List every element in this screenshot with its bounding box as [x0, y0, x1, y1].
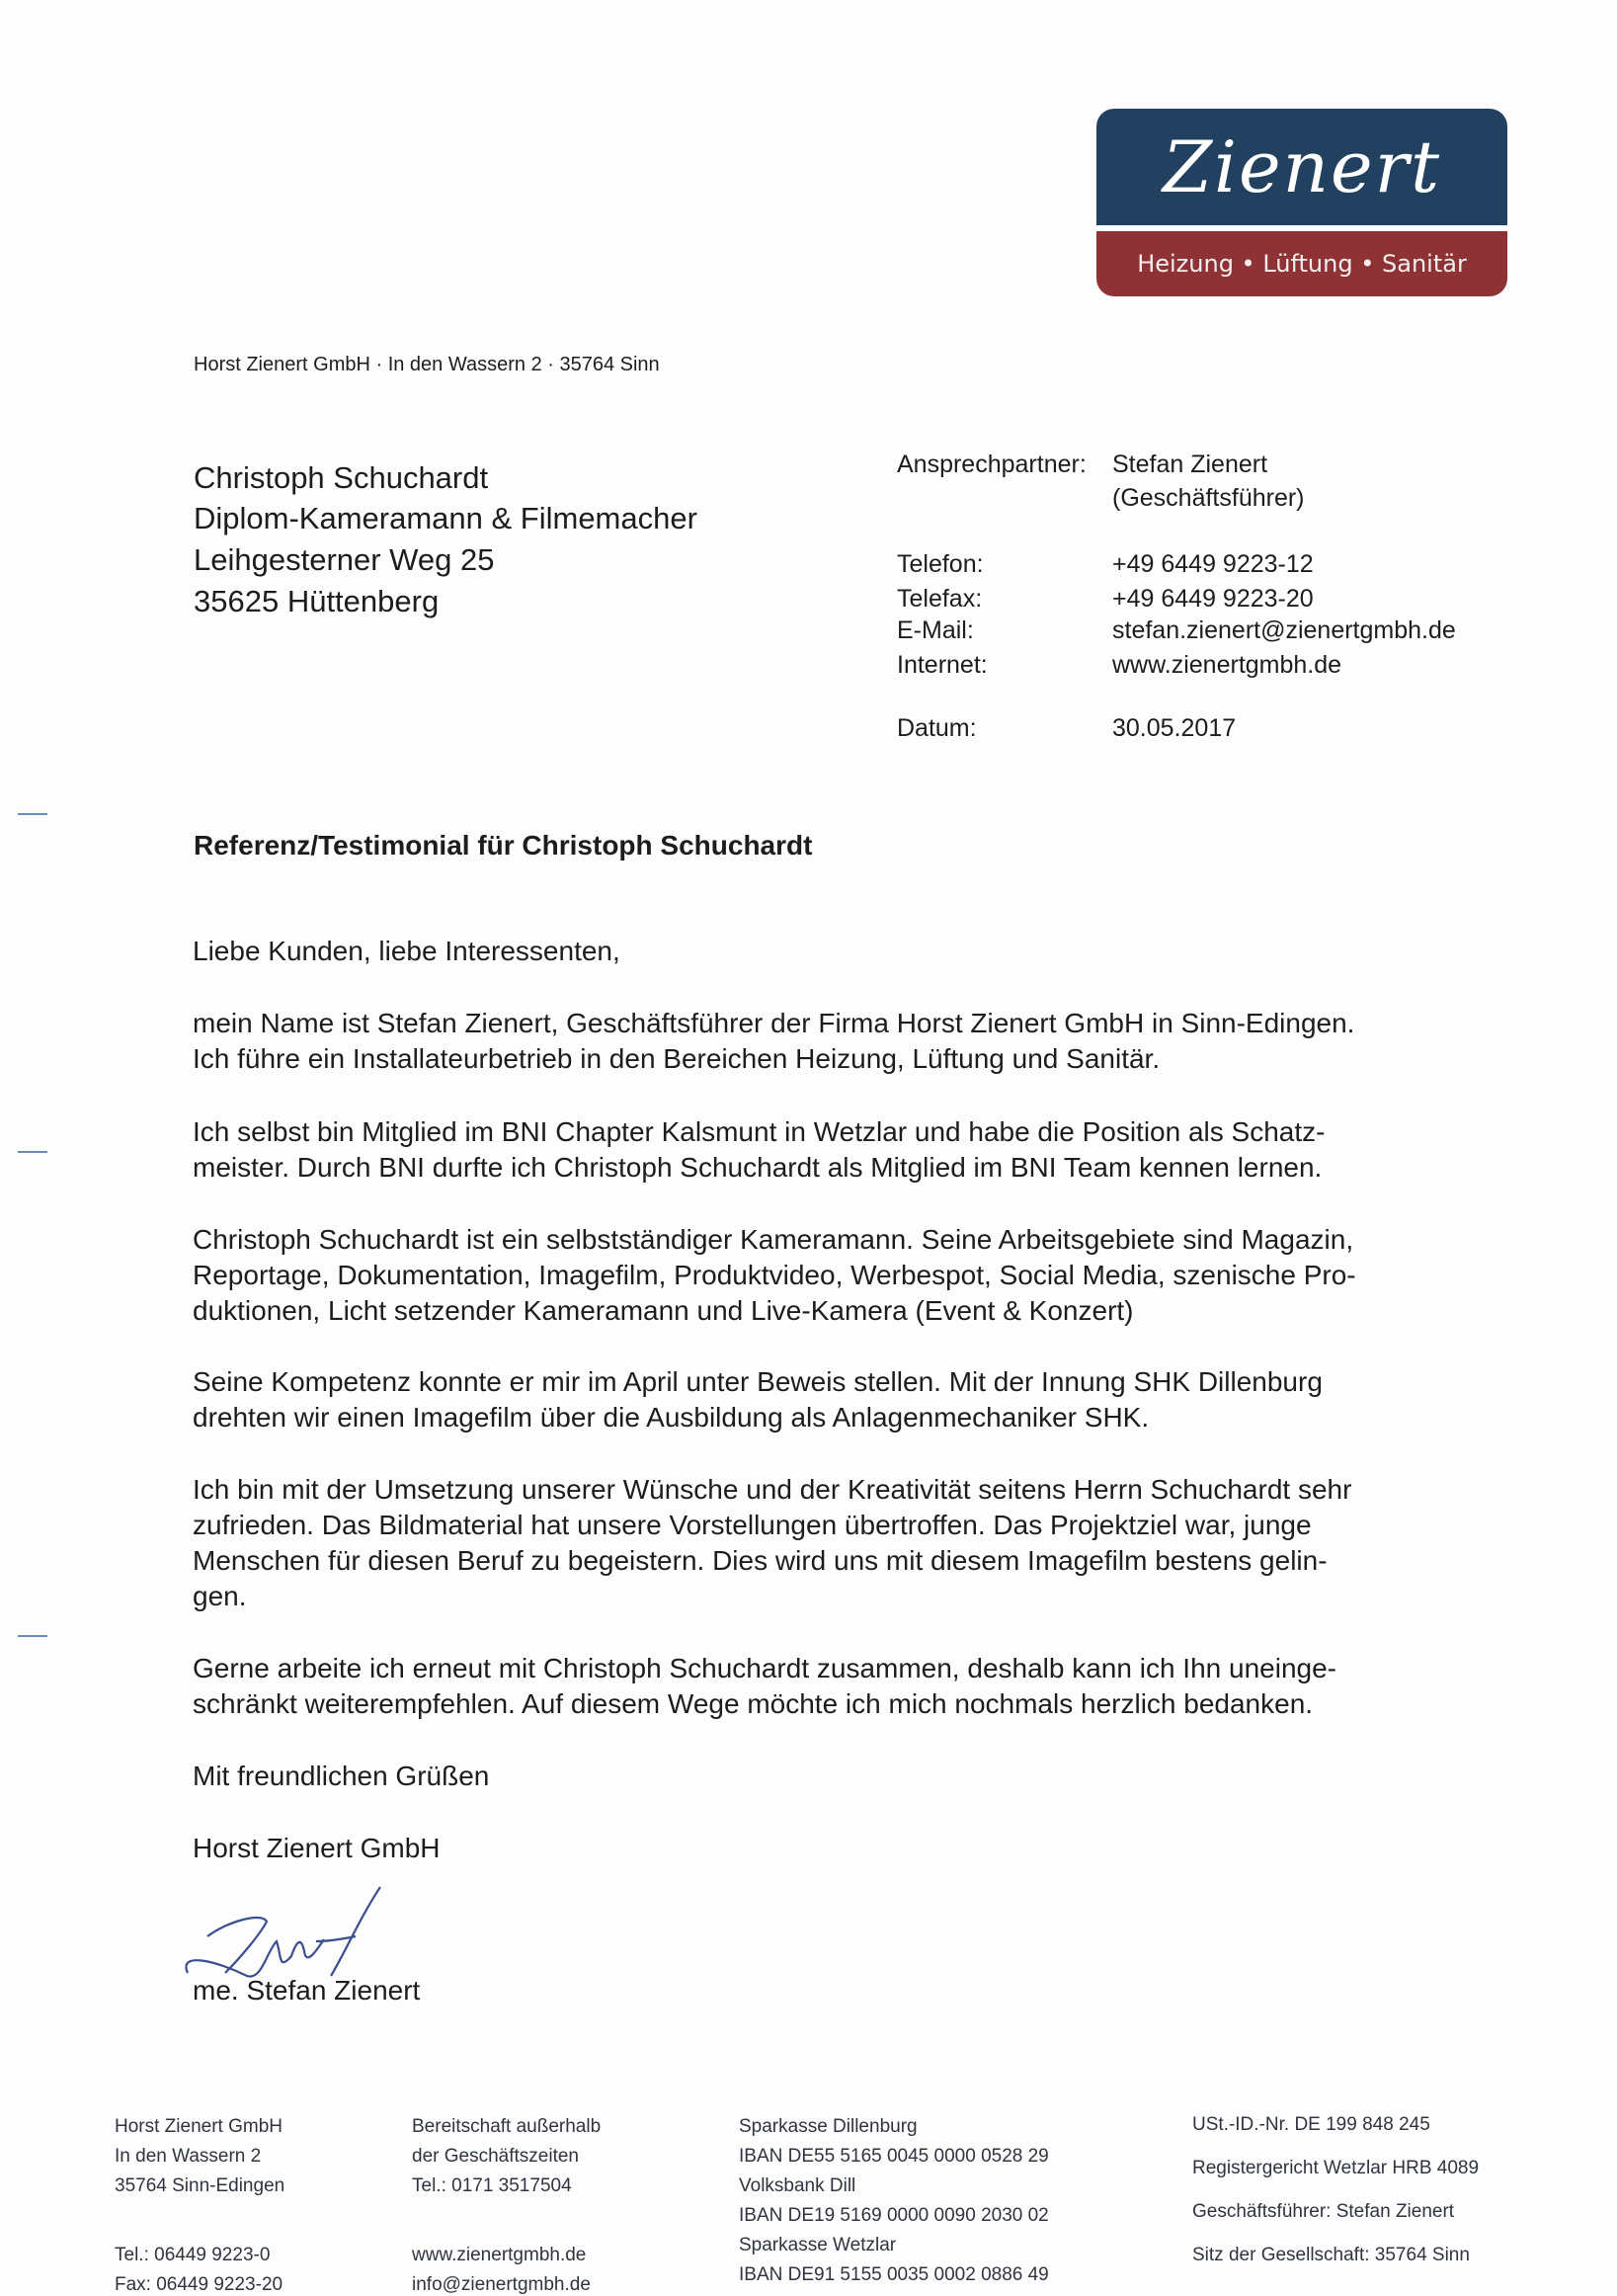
footer-text: Sparkasse Dillenburg [739, 2116, 918, 2137]
closing-line: me. Stefan Zienert [193, 1975, 421, 2006]
recipient-line: Diplom-Kameramann & Filmemacher [194, 501, 697, 535]
contact-label: Internet: [897, 651, 988, 679]
footer-text: Registergericht Wetzlar HRB 4089 [1192, 2158, 1480, 2178]
body-line: gen. [193, 1581, 247, 1611]
hole-mark [18, 1151, 47, 1153]
closing-line: Horst Zienert GmbH [193, 1833, 441, 1863]
contact-label: Telefax: [897, 585, 983, 613]
footer-text: Horst Zienert GmbH [115, 2116, 283, 2137]
contact-value: 30.05.2017 [1112, 714, 1237, 742]
footer-text: USt.-ID.-Nr. DE 199 848 245 [1192, 2114, 1430, 2135]
footer-text: Geschäftsführer: Stefan Zienert [1192, 2201, 1455, 2222]
contact-value: +49 6449 9223-12 [1112, 550, 1314, 578]
body-line: Reportage, Dokumentation, Imagefilm, Produktvideo, Werbespot, Social Media, szenische Pro- [193, 1260, 1356, 1290]
body-line: Ich bin mit der Umsetzung unserer Wünsche und der Kreativität seitens Herrn Schuchardt sehr [193, 1474, 1352, 1505]
fold-mark [18, 813, 47, 815]
body-line: Menschen für diesen Beruf zu begeistern. Dies wird uns mit diesem Imagefilm bestens gelin- [193, 1545, 1328, 1576]
body-line: zufrieden. Das Bildmaterial hat unsere Vorstellungen übertroffen. Das Projektziel war, junge [193, 1510, 1312, 1540]
footer-text: IBAN DE55 5165 0045 0000 0528 29 [739, 2146, 1049, 2167]
logo-tagline: Heizung • Lüftung • Sanitär [1096, 231, 1507, 296]
sender-line: Horst Zienert GmbH · In den Wassern 2 · 35764 Sinn [194, 354, 660, 375]
recipient-line: 35625 Hüttenberg [194, 584, 440, 618]
signature [168, 1882, 405, 1991]
footer-text: In den Wassern 2 [115, 2146, 262, 2167]
body-line: meister. Durch BNI durfte ich Christoph Schuchardt als Mitglied im BNI Team kennen lernen. [193, 1152, 1323, 1183]
body-line: Gerne arbeite ich erneut mit Christoph Schuchardt zusammen, deshalb kann ich Ihn uneinge- [193, 1653, 1336, 1683]
contact-value: www.zienertgmbh.de [1112, 651, 1342, 679]
footer-text: Volksbank Dill [739, 2175, 856, 2196]
footer-text: Fax: 06449 9223-20 [115, 2274, 283, 2295]
body-line: Liebe Kunden, liebe Interessenten, [193, 936, 620, 966]
contact-label: Telefon: [897, 550, 984, 578]
body-line: duktionen, Licht setzender Kameramann und Live-Kamera (Event & Konzert) [193, 1295, 1134, 1326]
footer-text: Sparkasse Wetzlar [739, 2235, 897, 2255]
footer-text: Tel.: 06449 9223-0 [115, 2245, 271, 2265]
body-line: mein Name ist Stefan Zienert, Geschäftsführer der Firma Horst Zienert GmbH in Sinn-Edingen. [193, 1008, 1355, 1038]
footer-text: info@zienertgmbh.de [412, 2274, 591, 2295]
recipient-line: Leihgesterner Weg 25 [194, 542, 495, 577]
contact-value: Stefan Zienert [1112, 451, 1268, 478]
contact-label: E-Mail: [897, 616, 974, 644]
footer-text: 35764 Sinn-Edingen [115, 2175, 285, 2196]
subject-heading: Referenz/Testimonial für Christoph Schuchardt [194, 830, 813, 861]
body-line: Seine Kompetenz konnte er mir im April unter Beweis stellen. Mit der Innung SHK Dillenburg [193, 1366, 1323, 1397]
company-logo [1096, 109, 1507, 296]
contact-label: Ansprechpartner: [897, 451, 1087, 478]
logo-wordmark: Zienert [1163, 125, 1441, 208]
recipient-line: Christoph Schuchardt [194, 460, 489, 495]
footer-text: Tel.: 0171 3517504 [412, 2175, 572, 2196]
footer-text: Bereitschaft außerhalb [412, 2116, 602, 2137]
fold-mark [18, 1635, 47, 1637]
footer-text: Sitz der Gesellschaft: 35764 Sinn [1192, 2245, 1470, 2265]
contact-value: (Geschäftsführer) [1112, 484, 1305, 512]
footer-text: www.zienertgmbh.de [412, 2245, 587, 2265]
body-line: schränkt weiterempfehlen. Auf diesem Wege möchte ich mich nochmals herzlich bedanken. [193, 1688, 1314, 1719]
body-line: Ich selbst bin Mitglied im BNI Chapter Kalsmunt in Wetzlar und habe die Position als Schatz- [193, 1116, 1326, 1147]
body-line: drehten wir einen Imagefilm über die Ausbildung als Anlagenmechaniker SHK. [193, 1402, 1150, 1433]
footer-text: IBAN DE91 5155 0035 0002 0886 49 [739, 2264, 1049, 2285]
footer-text: IBAN DE19 5169 0000 0090 2030 02 [739, 2205, 1049, 2226]
footer-text: der Geschäftszeiten [412, 2146, 579, 2167]
contact-value: stefan.zienert@zienertgmbh.de [1112, 616, 1456, 644]
body-line: Christoph Schuchardt ist ein selbstständiger Kameramann. Seine Arbeitsgebiete sind Magazin, [193, 1224, 1354, 1255]
closing-line: Mit freundlichen Grüßen [193, 1761, 490, 1791]
body-line: Ich führe ein Installateurbetrieb in den Bereichen Heizung, Lüftung und Sanitär. [193, 1043, 1161, 1074]
contact-value: +49 6449 9223-20 [1112, 585, 1314, 613]
contact-label: Datum: [897, 714, 977, 742]
